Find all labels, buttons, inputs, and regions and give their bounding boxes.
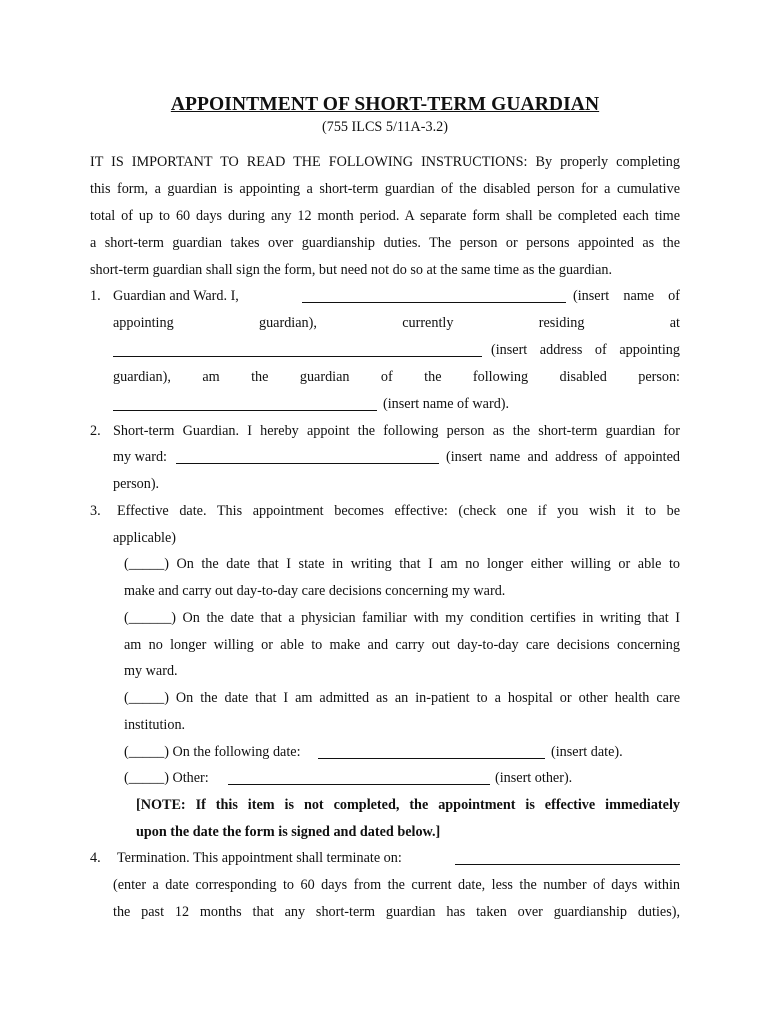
- item-number: 3.: [90, 503, 101, 519]
- effective-date-field[interactable]: [318, 744, 545, 759]
- effective-option-text: institution.: [124, 717, 186, 733]
- effective-other-field[interactable]: [228, 770, 490, 785]
- instructions-line: short-term guardian shall sign the form, but need not do so at the same time as the guardian.: [90, 262, 613, 278]
- effective-option-other[interactable]: (_____) Other:: [124, 770, 209, 786]
- item-number: 4.: [90, 850, 101, 866]
- item2-lead: my ward:: [113, 449, 167, 465]
- termination-date-field[interactable]: [455, 850, 680, 865]
- item2-line: Short-term Guardian. I hereby appoint the following person as the short-term guardian for: [113, 423, 680, 439]
- note-text: [NOTE: If this item is not completed, the appointment is effective immediately: [136, 797, 680, 813]
- statute-citation: (755 ILCS 5/11A-3.2): [322, 119, 448, 135]
- effective-option-physician[interactable]: (______) On the date that a physician familiar with my condition certifies in writing that I: [124, 610, 680, 626]
- item1-lead: Guardian and Ward. I,: [113, 288, 239, 304]
- item3-line: applicable): [113, 530, 177, 546]
- effective-option-text: am no longer willing or able to make and carry out day-to-day care decisions concerning: [124, 637, 680, 653]
- effective-option-text: make and carry out day-to-day care decisions concerning my ward.: [124, 583, 506, 599]
- ward-name-field[interactable]: [113, 396, 377, 411]
- instructions-line: total of up to 60 days during any 12 month period. A separate form shall be completed each time: [90, 208, 680, 224]
- item2-hint: (insert name and address of appointed: [446, 449, 680, 465]
- appointee-name-address-field[interactable]: [176, 449, 439, 464]
- item4-line: (enter a date corresponding to 60 days from the current date, less the number of days within: [113, 877, 680, 893]
- guardian-name-field[interactable]: [302, 288, 566, 303]
- effective-option-date[interactable]: (_____) On the following date:: [124, 744, 301, 760]
- effective-option-hint: (insert date).: [551, 744, 623, 760]
- item1-hint: (insert address of appointing: [491, 342, 680, 358]
- item1-line: guardian), am the guardian of the following disabled person:: [113, 369, 680, 385]
- item-number: 1.: [90, 288, 101, 304]
- item4-line: the past 12 months that any short-term guardian has taken over guardianship duties),: [113, 904, 680, 920]
- item2-line: person).: [113, 476, 160, 492]
- item1-hint: (insert name of: [573, 288, 680, 304]
- guardian-address-field[interactable]: [113, 342, 482, 357]
- item4-lead: Termination. This appointment shall terminate on:: [117, 850, 402, 866]
- item1-line: appointing guardian), currently residing at: [113, 315, 680, 331]
- effective-option-hospital[interactable]: (_____) On the date that I am admitted as an in-patient to a hospital or other health care: [124, 690, 680, 706]
- form-title: APPOINTMENT OF SHORT-TERM GUARDIAN: [170, 94, 600, 115]
- instructions-line: a short-term guardian takes over guardianship duties. The person or persons appointed as the: [90, 235, 680, 251]
- effective-option-writing[interactable]: (_____) On the date that I state in writing that I am no longer either willing or able to: [124, 556, 680, 572]
- note-text: upon the date the form is signed and dated below.]: [136, 824, 441, 840]
- item-number: 2.: [90, 423, 101, 439]
- item3-line: Effective date. This appointment becomes effective: (check one if you wish it to be: [117, 503, 680, 519]
- instructions-line: this form, a guardian is appointing a short-term guardian of the disabled person for a cumulative: [90, 181, 680, 197]
- item1-hint: (insert name of ward).: [383, 396, 510, 412]
- instructions-line: IT IS IMPORTANT TO READ THE FOLLOWING INSTRUCTIONS: By properly completing: [90, 154, 680, 170]
- effective-option-text: my ward.: [124, 663, 178, 679]
- effective-option-hint: (insert other).: [495, 770, 573, 786]
